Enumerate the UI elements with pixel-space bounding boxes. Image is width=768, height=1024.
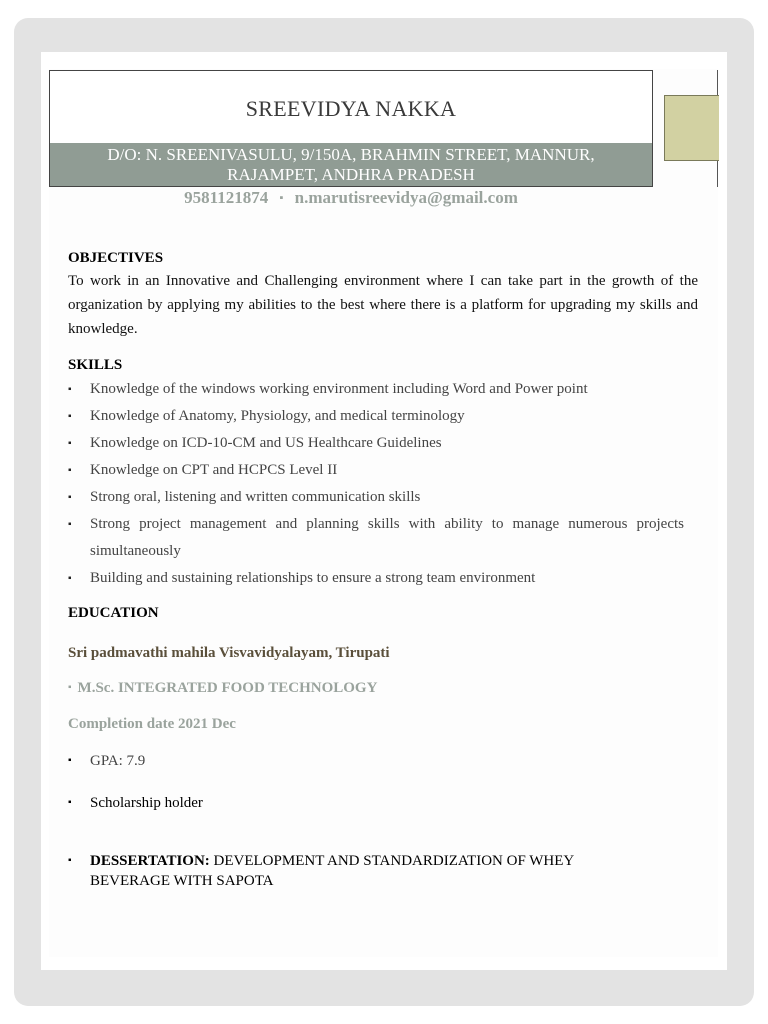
gpa-item	[68, 751, 145, 771]
bullet-icon: ▪	[68, 411, 72, 422]
phone-number: 9581121874	[184, 188, 269, 207]
objective-text: To work in an Innovative and Challenging environment where I can take part in the growth of the organization by applying my abilities to the best where there is a platform for upgrading my skills and knowledge.	[68, 273, 698, 337]
address-line-2: RAJAMPET, ANDHRA PRADESH	[227, 165, 475, 184]
dissertation-item	[68, 851, 628, 891]
separator-bullet: ▪	[279, 192, 284, 204]
education-heading: EDUCATION	[68, 605, 159, 621]
skill-item: ▪ Knowledge on ICD-10-CM and US Healthcare Guidelines	[68, 430, 684, 457]
scholarship-item	[68, 793, 203, 813]
dissertation-label: DESSERTATION:	[90, 853, 210, 869]
bullet-icon: ▪	[68, 492, 72, 503]
university-name: Sri padmavathi mahila Visvavidyalayam, Tirupati	[68, 645, 390, 661]
degree	[68, 680, 377, 697]
address-band	[50, 143, 652, 186]
skill-item: ▪ Strong oral, listening and written communication skills	[68, 484, 684, 511]
skill-item: ▪ Knowledge of the windows working environment including Word and Power point	[68, 376, 684, 403]
address-line-1: D/O: N. SREENIVASULU, 9/150A, BRAHMIN STREET, MANNUR,	[107, 145, 595, 164]
degree-name: M.Sc. INTEGRATED FOOD TECHNOLOGY	[77, 680, 378, 696]
bullet-icon: ▪	[68, 465, 72, 476]
bullet-icon: ▪	[68, 573, 72, 584]
dissertation-text: DEVELOPMENT AND STANDARDIZATION OF WHEY BEVERAGE WITH SAPOTA	[90, 853, 574, 889]
skills-heading: SKILLS	[68, 357, 123, 373]
skill-item: ▪ Knowledge of Anatomy, Physiology, and medical terminology	[68, 403, 684, 430]
contact-line	[49, 188, 653, 208]
completion-date: Completion date 2021 Dec	[68, 716, 236, 732]
skill-item: ▪ Knowledge on CPT and HCPCS Level II	[68, 457, 684, 484]
skills-list	[68, 376, 684, 592]
resume-header	[49, 70, 653, 187]
accent-square	[664, 95, 719, 161]
skill-item: ▪ Strong project management and planning skills with ability to manage numerous projects simultaneously	[68, 511, 684, 565]
skill-item: ▪ Building and sustaining relationships to ensure a strong team environment	[68, 565, 684, 592]
email-address: n.marutisreevidya@gmail.com	[294, 188, 518, 207]
bullet-icon: ▪	[68, 682, 72, 693]
bullet-icon: ▪	[68, 855, 72, 866]
bullet-icon: ▪	[68, 797, 72, 808]
scholarship-text: Scholarship holder	[90, 795, 203, 811]
bullet-icon: ▪	[68, 384, 72, 395]
gpa-text: GPA: 7.9	[90, 753, 146, 769]
bullet-icon: ▪	[68, 755, 72, 766]
bullet-icon: ▪	[68, 438, 72, 449]
bullet-icon: ▪	[68, 519, 72, 530]
candidate-name: SREEVIDYA NAKKA	[245, 96, 457, 121]
objectives-heading: OBJECTIVES	[68, 250, 164, 266]
